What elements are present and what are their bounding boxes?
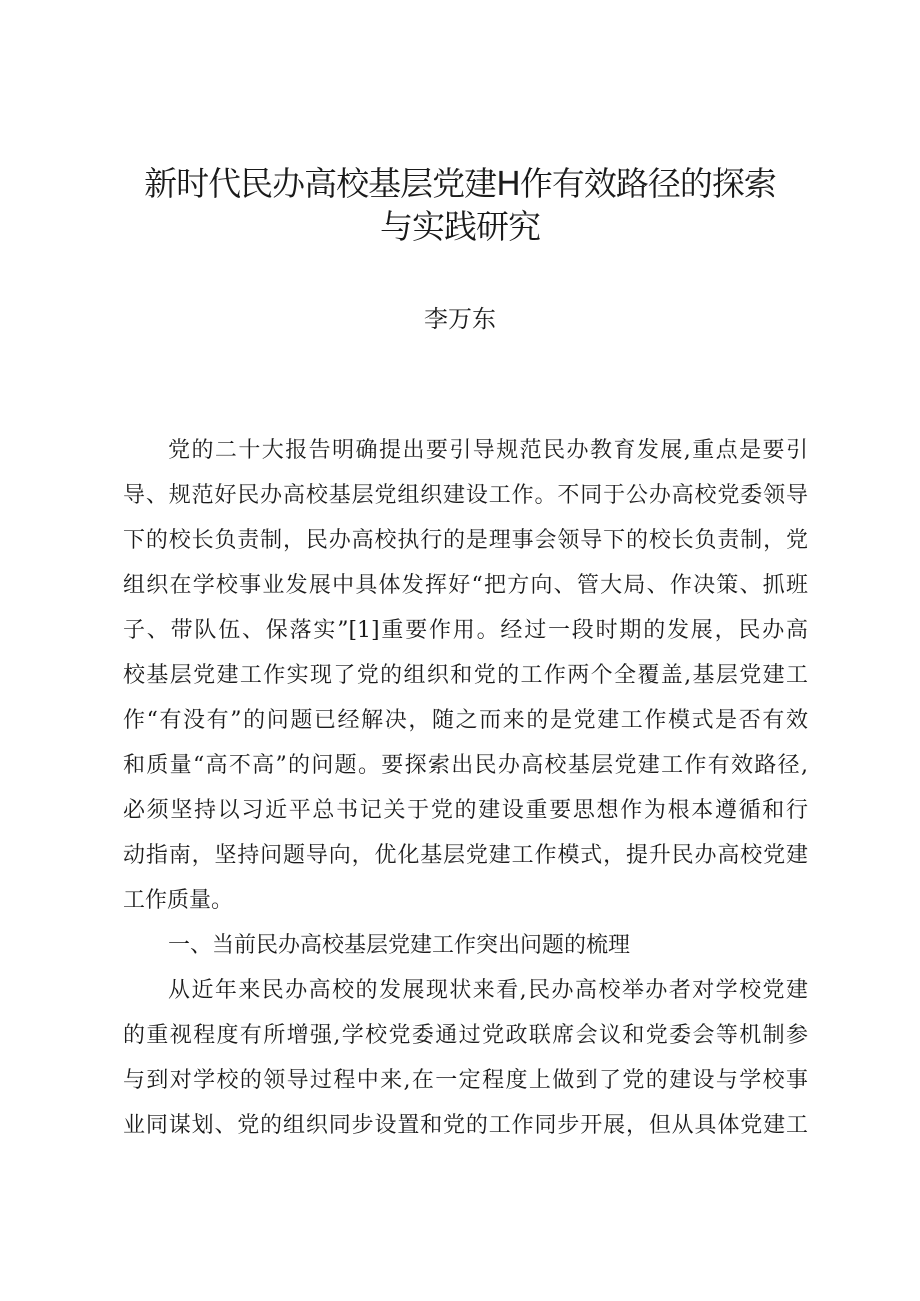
paragraph-1-line: 动指南，坚持问题导向，优化基层党建工作模式，提升民办高校党建: [123, 843, 808, 868]
paragraph-1-line: 下的校长负责制，民办高校执行的是理事会领导下的校长负责制，党: [123, 528, 808, 553]
paragraph-1-line: 校基层党建工作实现了党的组织和党的工作两个全覆盖,基层党建工: [123, 663, 808, 688]
paragraph-1-line: 必须坚持以习近平总书记关于党的建设重要思想作为根本遵循和行: [123, 798, 808, 823]
paragraph-1-line: 作“有没有”的问题已经解决，随之而来的是党建工作模式是否有效: [123, 708, 808, 733]
paragraph-2-line: 业同谋划、党的组织同步设置和党的工作同步开展，但从具体党建工: [123, 1113, 808, 1138]
section-heading: 一、当前民办高校基层党建工作突出问题的梳理: [168, 933, 631, 958]
paragraph-2-line: 从近年来民办高校的发展现状来看,民办高校举办者对学校党建: [168, 978, 808, 1003]
paragraph-1-line: 党的二十大报告明确提出要引导规范民办教育发展,重点是要引: [168, 438, 808, 463]
paragraph-1-line: 组织在学校事业发展中具体发挥好“把方向、管大局、作决策、抓班: [123, 573, 808, 598]
paragraph-1-line: 导、规范好民办高校基层党组织建设工作。不同于公办高校党委领导: [123, 483, 808, 508]
author-name: 李万东: [424, 305, 496, 333]
paragraph-2-line: 与到对学校的领导过程中来,在一定程度上做到了党的建设与学校事: [123, 1068, 808, 1093]
paragraph-1-line: 工作质量。: [123, 888, 234, 913]
paragraph-2-line: 的重视程度有所增强,学校党委通过党政联席会议和党委会等机制参: [123, 1023, 808, 1048]
document-title-line-1: 新时代民办高校基层党建H作有效路径的探索: [144, 164, 776, 203]
paragraph-1-line: 和质量“高不高”的问题。要探索出民办高校基层党建工作有效路径,: [123, 753, 808, 778]
document-title-line-2: 与实践研究: [380, 207, 540, 246]
paragraph-1-line: 子、带队伍、保落实”[1]重要作用。经过一段时期的发展，民办高: [123, 618, 808, 643]
